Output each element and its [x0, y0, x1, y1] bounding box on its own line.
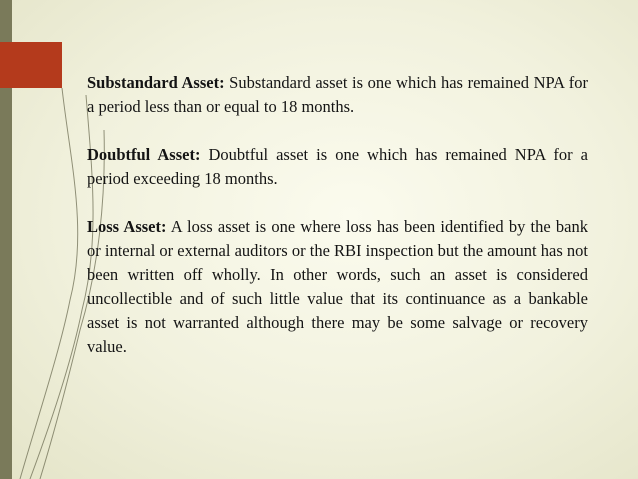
paragraph-loss-asset [87, 215, 588, 359]
definition-loss-asset: A loss asset is one where loss has been identified by the bank or internal or external auditors or the RBI inspection but the amount has not been written off wholly. In other words, such an asset is considered uncollectible and of such little value that its continuance as a bankable asset is not warranted although there may be some salvage or recovery value. [87, 217, 589, 356]
term-loss-asset: Loss Asset: [87, 217, 167, 236]
term-doubtful-asset: Doubtful Asset: [87, 145, 201, 164]
term-substandard-asset: Substandard Asset: [87, 73, 225, 92]
paragraph-substandard-asset [87, 71, 588, 119]
definition-substandard-asset: Substandard asset is one which has remained NPA for a period less than or equal to 18 months. [87, 73, 588, 116]
slide-body [87, 71, 588, 383]
red-accent-tab [0, 42, 62, 88]
paragraph-doubtful-asset [87, 143, 588, 191]
definition-doubtful-asset: Doubtful asset is one which has remained NPA for a period exceeding 18 months. [87, 145, 588, 188]
